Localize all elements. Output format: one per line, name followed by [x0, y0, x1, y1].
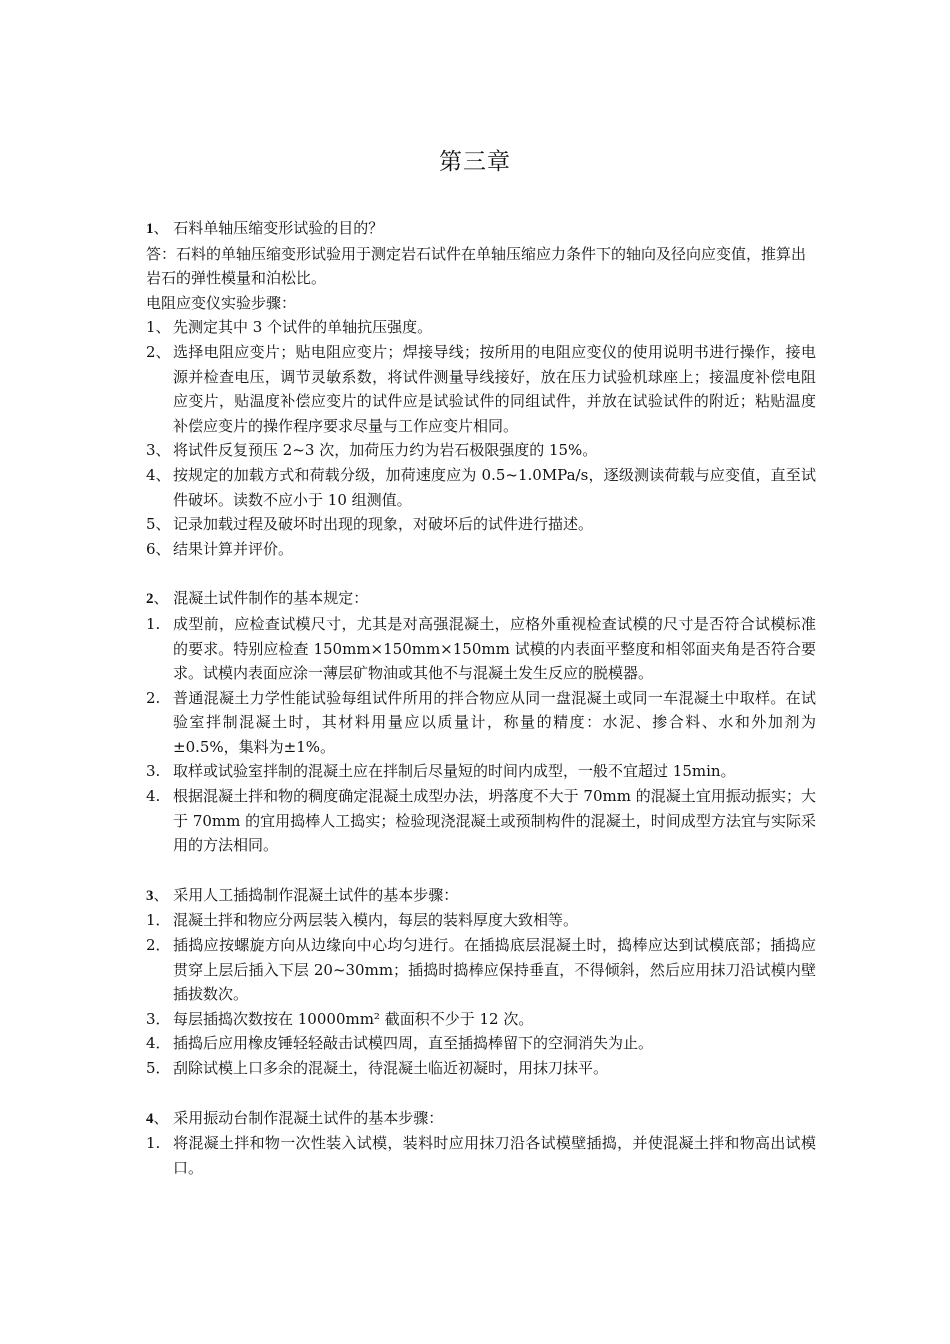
- section-question-text: 、 采用人工插捣制作混凝土试件的基本步骤：: [153, 885, 459, 904]
- list-item-text: 将试件反复预压 2~3 次，加荷压力约为岩石极限强度的 15%。: [173, 441, 598, 460]
- list-item-text: 混凝土拌和物应分两层装入模内，每层的装料厚度大致相等。: [173, 911, 579, 930]
- section-subheading: 电阻应变仪实验步骤：: [146, 293, 297, 312]
- list-item: [146, 612, 816, 686]
- list-item-number: 5．: [146, 1059, 171, 1077]
- section-question: [146, 586, 816, 612]
- section-number: 3: [146, 887, 154, 904]
- list-item: [146, 759, 816, 784]
- list-item-number: 1、: [146, 318, 171, 337]
- list-item-number: 3．: [146, 1009, 171, 1028]
- section-number: 1: [146, 221, 154, 237]
- list-item-text: 普通混凝土力学性能试验每组试件所用的拌合物应从同一盘混凝土或同一车混凝土中取样。在试验室拌制混凝土时，其材料用量应以质量计，称量的精度：水泥、掺合料、水和外加剂为±0.5%，集料为±1%。: [173, 688, 816, 756]
- list-item: [146, 463, 816, 512]
- list-item: [146, 933, 816, 1007]
- list-item-text: 记录加载过程及破坏时出现的现象，对破坏后的试件进行描述。: [173, 515, 594, 534]
- list-item-number: 6、: [146, 539, 171, 558]
- list-item-number: 2．: [146, 936, 171, 955]
- chapter-title: 第三章: [439, 149, 511, 175]
- list-item: [146, 340, 816, 438]
- list-item-text: 根据混凝土拌和物的稠度确定混凝土成型办法，坍落度不大于 70mm 的混凝土宜用振动振实；大于 70mm 的宜用捣棒人工捣实；检验现浇混凝土或预制构件的混凝土，时间成型方法宜与实际采用的方法相同。: [173, 787, 816, 855]
- list-item-text: 将混凝土拌和物一次性装入试模，装料时应用抹刀沿各试模壁插捣，并使混凝土拌和物高出试模口。: [173, 1134, 816, 1177]
- list-item-number: 1．: [146, 911, 171, 930]
- document-body: [146, 216, 816, 1180]
- list-item: [146, 537, 816, 562]
- list-item: [146, 512, 816, 537]
- section-number: 4: [146, 1110, 154, 1127]
- section-question: [146, 1106, 816, 1132]
- list-item-text: 结果计算并评价。: [173, 539, 294, 558]
- list-item: [146, 1031, 816, 1056]
- list-item-number: 3、: [146, 441, 171, 460]
- section-question-text: 、 混凝土试件制作的基本规定：: [153, 589, 369, 608]
- list-item-number: 1.: [146, 1134, 161, 1153]
- section-question-text: 、 采用振动台制作混凝土试件的基本步骤：: [153, 1108, 444, 1127]
- list-item: [146, 438, 816, 463]
- list-item: [146, 784, 816, 858]
- list-item: [146, 1131, 816, 1180]
- list-item-number: 2.: [146, 688, 161, 707]
- list-item-number: 3.: [146, 762, 161, 781]
- list-item: [146, 686, 816, 760]
- list-item: [146, 908, 816, 933]
- list-item: [146, 1007, 816, 1032]
- list-item-text: 按规定的加载方式和荷载分级，加荷速度应为 0.5~1.0MPa/s，逐级测读荷载与应变值，直至试件破坏。读数不应小于 10 组测值。: [173, 465, 816, 509]
- list-item-text: 刮除试模上口多余的混凝土，待混凝土临近初凝时，用抹刀抹平。: [173, 1059, 609, 1077]
- list-item: [146, 315, 816, 340]
- list-item-text: 每层插捣次数按在 10000mm² 截面积不少于 12 次。: [173, 1009, 534, 1028]
- section-question: [146, 883, 816, 909]
- list-item-number: 4.: [146, 787, 161, 806]
- list-item-text: 先测定其中 3 个试件的单轴抗压强度。: [173, 318, 433, 337]
- section-question-text: 、 石料单轴压缩变形试验的目的？: [153, 219, 384, 237]
- list-item-number: 5、: [146, 515, 171, 534]
- list-item-number: 1.: [146, 614, 161, 633]
- list-item: [146, 1056, 816, 1081]
- list-item-text: 成型前，应检查试模尺寸，尤其是对高强混凝土，应格外重视检查试模的尺寸是否符合试模标准的要求。特别应检查 150mm×150mm×150mm 试模的内表面平整度和相邻面夹角是否符合要求。试模内表面应涂一薄层矿物油或其他不与混凝土发生反应的脱模器。: [173, 614, 816, 683]
- list-item-text: 插捣应按螺旋方向从边缘向中心均匀进行。在插捣底层混凝土时，捣棒应达到试模底部；插捣应贯穿上层后插入下层 20~30mm；插捣时捣棒应保持垂直，不得倾斜，然后应用抹刀沿试模内壁插拔数次。: [173, 936, 816, 1004]
- section-gap: [146, 858, 816, 883]
- list-item-number: 4、: [146, 465, 171, 484]
- section-number: 2: [146, 591, 154, 608]
- list-item-number: 4．: [146, 1034, 171, 1053]
- section-answer: 答：石料的单轴压缩变形试验用于测定岩石试件在单轴压缩应力条件下的轴向及径向应变值，推算出岩石的弹性模量和泊松比。: [146, 244, 807, 288]
- section-gap: [146, 1081, 816, 1106]
- list-item-number: 2、: [146, 342, 171, 361]
- list-item-text: 选择电阻应变片；贴电阻应变片；焊接导线；按所用的电阻应变仪的使用说明书进行操作，接电源并检查电压，调节灵敏系数，将试件测量导线接好，放在压力试验机球座上；接温度补偿电阻应变片，贴温度补偿应变片的试件应是试验试件的同组试件，并放在试验试件的附近；粘贴温度补偿应变片的操作程序要求尽量与工作应变片相同。: [173, 342, 816, 435]
- section-question: [146, 216, 816, 242]
- list-item-text: 插捣后应用橡皮锤轻轻敲击试模四周，直至插捣棒留下的空洞消失为止。: [173, 1034, 654, 1053]
- section-gap: [146, 561, 816, 586]
- list-item-text: 取样或试验室拌制的混凝土应在拌制后尽量短的时间内成型，一般不宜超过 15min。: [173, 762, 736, 781]
